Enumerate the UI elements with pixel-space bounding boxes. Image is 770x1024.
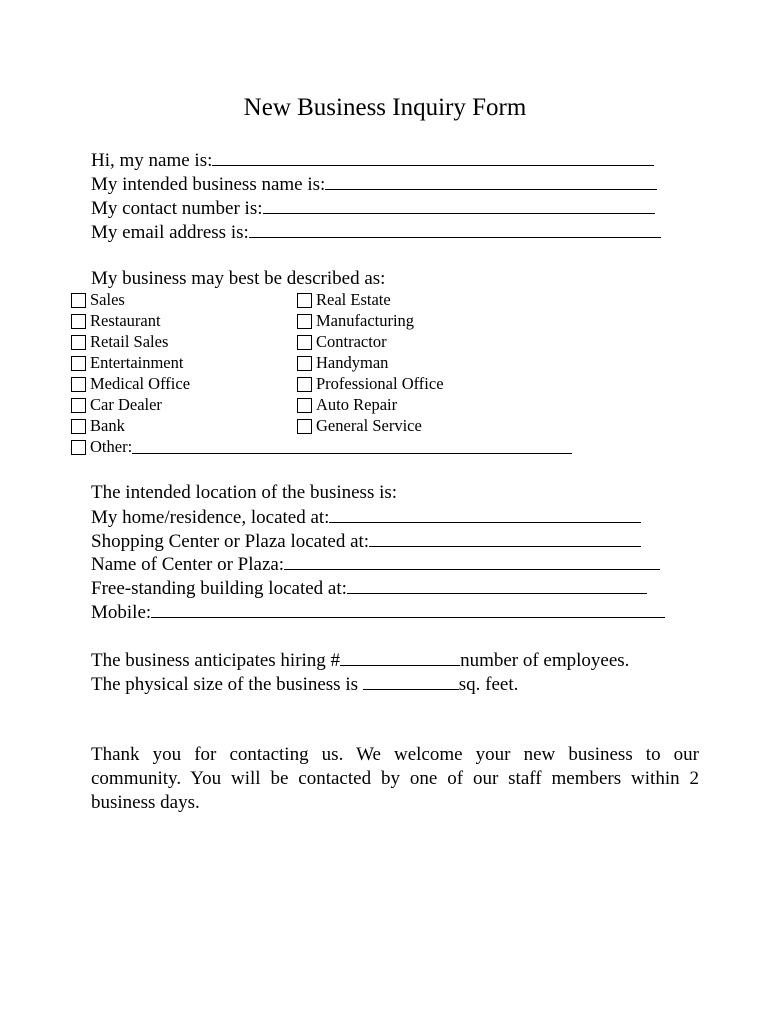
free-standing-field[interactable]: [347, 577, 647, 594]
shopping-center-field[interactable]: [369, 530, 641, 547]
contact-number-label: My contact number is:: [91, 198, 263, 219]
checkbox-option-bank[interactable]: [71, 416, 125, 436]
contact-number-field[interactable]: [263, 197, 655, 214]
home-row: [91, 506, 641, 529]
square-feet-field[interactable]: [363, 673, 459, 690]
checkbox-option-entertainment[interactable]: [71, 353, 183, 373]
checkbox[interactable]: [297, 314, 312, 329]
hiring-suffix: number of employees.: [460, 650, 630, 671]
checkbox-option-other[interactable]: [71, 437, 572, 457]
checkbox[interactable]: [297, 293, 312, 308]
checkbox-label: General Service: [316, 416, 422, 435]
location-heading: The intended location of the business is:: [91, 482, 398, 503]
free-standing-label: Free-standing building located at:: [91, 578, 347, 599]
checkbox-option-handyman[interactable]: [297, 353, 388, 373]
shopping-center-row: [91, 530, 641, 553]
free-standing-row: [91, 577, 647, 600]
checkbox-label: Manufacturing: [316, 311, 415, 330]
email-label: My email address is:: [91, 222, 249, 243]
checkbox-option-contractor[interactable]: [297, 332, 387, 352]
checkbox-option-manufacturing[interactable]: [297, 311, 414, 331]
checkbox-label: Handyman: [316, 353, 389, 372]
mobile-label: Mobile:: [91, 602, 152, 623]
checkbox[interactable]: [71, 293, 86, 308]
center-name-row: [91, 553, 660, 576]
checkbox-label: Contractor: [316, 332, 387, 351]
hiring-prefix: The business anticipates hiring #: [91, 650, 341, 671]
checkbox-option-auto-repair[interactable]: [297, 395, 397, 415]
checkbox-label: Retail Sales: [90, 332, 169, 351]
checkbox-label: Real Estate: [316, 290, 391, 309]
center-name-label: Name of Center or Plaza:: [91, 554, 285, 575]
name-label: Hi, my name is:: [91, 150, 213, 171]
size-row: [91, 673, 518, 696]
checkbox[interactable]: [71, 440, 86, 455]
checkbox[interactable]: [71, 419, 86, 434]
checkbox-option-retail-sales[interactable]: [71, 332, 168, 352]
checkbox-label: Bank: [90, 416, 125, 435]
checkbox-option-real-estate[interactable]: [297, 290, 391, 310]
checkbox-option-restaurant[interactable]: [71, 311, 161, 331]
hiring-row: [91, 649, 629, 672]
form-title: New Business Inquiry Form: [243, 94, 527, 121]
mobile-field[interactable]: [151, 601, 665, 618]
name-row: [91, 149, 654, 172]
email-field[interactable]: [249, 221, 661, 238]
center-name-field[interactable]: [284, 553, 660, 570]
checkbox[interactable]: [297, 335, 312, 350]
checkbox[interactable]: [71, 398, 86, 413]
size-suffix: sq. feet.: [458, 674, 519, 695]
checkbox[interactable]: [71, 314, 86, 329]
business-name-field[interactable]: [325, 173, 657, 190]
closing-paragraph: Thank you for contacting us. We welcome your new business to our community. You will be contacted by one of our staff members within 2 business days.: [91, 744, 699, 813]
checkbox-option-general-service[interactable]: [297, 416, 422, 436]
checkbox[interactable]: [297, 398, 312, 413]
name-field[interactable]: [212, 149, 654, 166]
checkbox-label: Restaurant: [90, 311, 161, 330]
checkbox[interactable]: [71, 356, 86, 371]
shopping-center-label: Shopping Center or Plaza located at:: [91, 531, 370, 552]
employee-count-field[interactable]: [340, 649, 460, 666]
checkbox[interactable]: [297, 377, 312, 392]
business-name-row: [91, 173, 657, 196]
business-name-label: My intended business name is:: [91, 174, 326, 195]
checkbox[interactable]: [297, 419, 312, 434]
checkbox-label: Medical Office: [90, 374, 191, 393]
checkbox-label: Professional Office: [316, 374, 444, 393]
checkbox-option-car-dealer[interactable]: [71, 395, 162, 415]
contact-number-row: [91, 197, 655, 220]
email-row: [91, 221, 661, 244]
checkbox-label: Sales: [90, 290, 125, 309]
checkbox[interactable]: [297, 356, 312, 371]
checkbox-option-sales[interactable]: [71, 290, 125, 310]
size-prefix: The physical size of the business is: [91, 674, 363, 695]
mobile-row: [91, 601, 665, 624]
home-field[interactable]: [329, 506, 641, 523]
home-label: My home/residence, located at:: [91, 507, 330, 528]
checkbox-option-medical-office[interactable]: [71, 374, 190, 394]
checkbox-label: Other:: [90, 437, 133, 456]
other-field[interactable]: [132, 439, 572, 454]
checkbox-option-professional-office[interactable]: [297, 374, 444, 394]
checkbox-label: Auto Repair: [316, 395, 398, 414]
checkbox-label: Entertainment: [90, 353, 184, 372]
checkbox[interactable]: [71, 377, 86, 392]
checkbox-label: Car Dealer: [90, 395, 162, 414]
checkbox[interactable]: [71, 335, 86, 350]
business-type-heading: My business may best be described as:: [91, 268, 386, 289]
